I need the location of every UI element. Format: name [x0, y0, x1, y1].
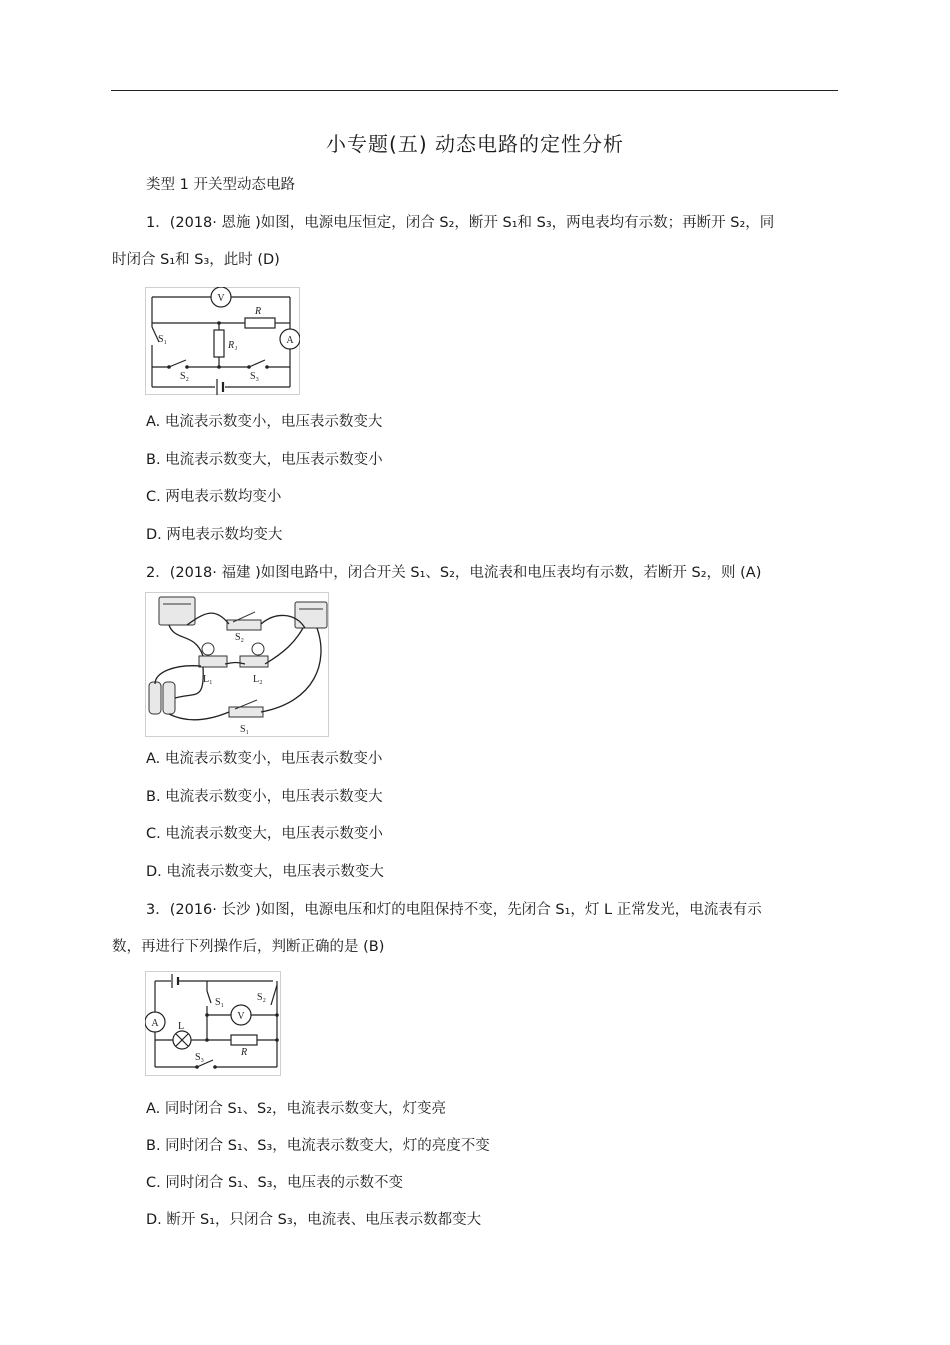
page-title: 小专题(五) 动态电路的定性分析 — [326, 132, 624, 156]
question-2-option-a: A. 电流表示数变小，电压表示数变小 — [146, 751, 383, 767]
question-3-option-d: D. 断开 S₁，只闭合 S₃，电流表、电压表示数都变大 — [146, 1212, 482, 1228]
switch-s3-label: S₃ — [195, 1052, 205, 1063]
question-2-option-d: D. 电流表示数变大，电压表示数变大 — [146, 864, 384, 880]
section-heading: 类型 1 开关型动态电路 — [146, 177, 295, 193]
resistor-r-label: R — [255, 306, 262, 317]
switch-s1-label: S₁ — [215, 997, 225, 1008]
voltmeter-label: V — [237, 1011, 245, 1022]
question-2-option-b: B. 电流表示数变小，电压表示数变大 — [146, 789, 383, 805]
question-3-option-c: C. 同时闭合 S₁、S₃，电压表的示数不变 — [146, 1175, 403, 1191]
switch-s1-label: S₁ — [240, 724, 250, 735]
question-1-option-a: A. 电流表示数变小，电压表示数变大 — [146, 414, 383, 430]
question-2-option-c: C. 电流表示数变大，电压表示数变小 — [146, 826, 383, 842]
ammeter-label: A — [286, 335, 294, 346]
lamp-l-label: L — [178, 1021, 185, 1032]
resistor-r-label: R — [241, 1047, 248, 1058]
question-1-option-c: C. 两电表示数均变小 — [146, 489, 282, 505]
question-3-circuit-diagram — [145, 971, 281, 1076]
question-3-text: 3．(2016· 长沙 )如图，电源电压和灯的电阻保持不变，先闭合 S₁，灯 L 正常发光，电流表有示 — [146, 902, 762, 918]
question-3-option-b: B. 同时闭合 S₁、S₃，电流表示数变大，灯的亮度不变 — [146, 1138, 490, 1154]
question-1-option-d: D. 两电表示数均变大 — [146, 527, 283, 543]
switch-s1-label: S₁ — [158, 334, 168, 345]
ammeter-label: A — [151, 1018, 159, 1029]
question-2-text: 2．(2018· 福建 )如图电路中，闭合开关 S₁、S₂，电流表和电压表均有示数，若断开 S₂，则 (A) — [146, 565, 762, 581]
question-1-circuit-diagram — [145, 287, 300, 395]
question-3-text-cont: 数，再进行下列操作后，判断正确的是 (B) — [112, 939, 385, 955]
lamp-l1-label: L₁ — [203, 674, 213, 685]
voltmeter-label: V — [217, 293, 225, 304]
switch-s2-label: S₂ — [257, 992, 267, 1003]
question-3-option-a: A. 同时闭合 S₁、S₂，电流表示数变大，灯变亮 — [146, 1101, 447, 1117]
switch-s3-label: S₃ — [250, 371, 260, 382]
switch-s2-label: S₂ — [180, 371, 190, 382]
question-1-option-b: B. 电流表示数变大，电压表示数变小 — [146, 452, 383, 468]
question-1-text: 1．(2018· 恩施 )如图，电源电压恒定，闭合 S₂，断开 S₁和 S₃，两电表均有示数；再断开 S₂，同 — [146, 215, 775, 231]
resistor-r1-label: R₁ — [228, 340, 238, 351]
question-2-circuit-photo — [145, 592, 329, 737]
lamp-l2-label: L₂ — [253, 674, 263, 685]
header-rule — [111, 90, 838, 91]
question-1-text-cont: 时闭合 S₁和 S₃，此时 (D) — [112, 252, 280, 268]
switch-s2-label: S₂ — [235, 632, 245, 643]
